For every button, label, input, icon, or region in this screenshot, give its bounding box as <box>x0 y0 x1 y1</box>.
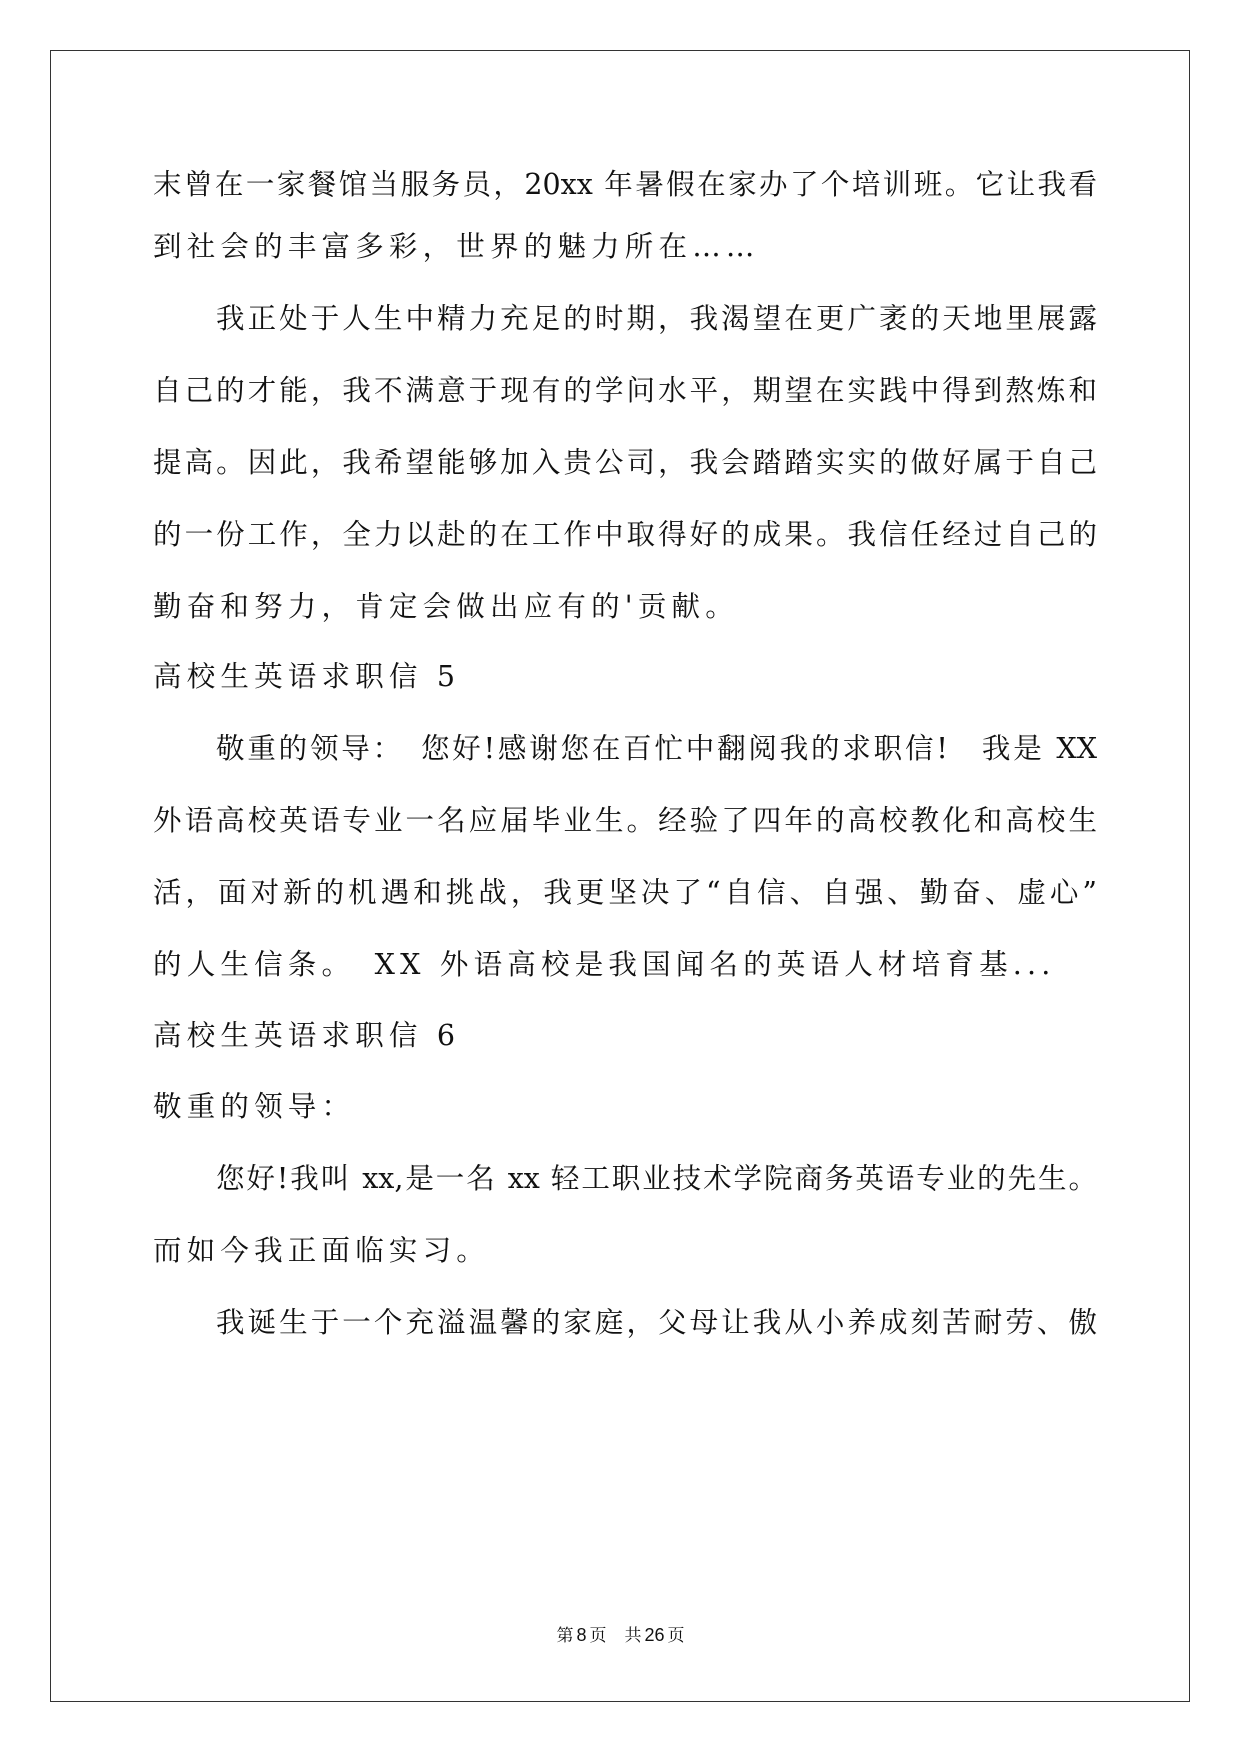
paragraph-line: 而如今我正面临实习。 <box>153 1234 491 1267</box>
paragraph-line: 勤奋和努力，肯定会做出应有的'贡献。 <box>153 590 739 623</box>
paragraph-line: 您好!我叫 xx,是一名 xx 轻工职业技术学院商务英语专业的先生。 <box>216 1162 1097 1195</box>
paragraph-line: 我正处于人生中精力充足的时期，我渴望在更广袤的天地里展露 <box>216 302 1097 335</box>
paragraph-line: 的一份工作，全力以赴的在工作中取得好的成果。我信任经过自己的 <box>153 518 1097 551</box>
page-number: 8 <box>576 1625 587 1645</box>
section-heading: 高校生英语求职信 6 <box>153 1019 461 1052</box>
paragraph-line: 自己的才能，我不满意于现有的学问水平，期望在实践中得到熬炼和 <box>153 374 1097 407</box>
paragraph-line: 末曾在一家餐馆当服务员，20xx 年暑假在家办了个培训班。它让我看 <box>153 168 1097 201</box>
page-suffix: 页 <box>589 1626 607 1646</box>
paragraph-line: 外语高校英语专业一名应届毕业生。经验了四年的高校教化和高校生 <box>153 804 1097 837</box>
page-prefix: 第 <box>556 1626 574 1646</box>
salutation: 敬重的领导： <box>153 1090 356 1123</box>
page-footer <box>0 1623 1241 1648</box>
total-pages: 26 <box>644 1625 665 1645</box>
paragraph-line: 的人生信条。 XX 外语高校是我国闻名的英语人材培育基... <box>153 948 1056 981</box>
total-prefix: 共 <box>624 1626 642 1646</box>
paragraph-line: 到社会的丰富多彩，世界的魅力所在…… <box>153 230 760 263</box>
total-suffix: 页 <box>667 1626 685 1646</box>
paragraph-line: 我诞生于一个充溢温馨的家庭，父母让我从小养成刻苦耐劳、傲 <box>216 1306 1097 1339</box>
section-heading: 高校生英语求职信 5 <box>153 660 461 693</box>
paragraph-line: 活，面对新的机遇和挑战，我更坚决了“自信、自强、勤奋、虚心” <box>153 876 1097 909</box>
paragraph-line: 敬重的领导： 您好!感谢您在百忙中翻阅我的求职信! 我是 XX <box>216 732 1097 765</box>
paragraph-line: 提高。因此，我希望能够加入贵公司，我会踏踏实实的做好属于自己 <box>153 446 1097 479</box>
